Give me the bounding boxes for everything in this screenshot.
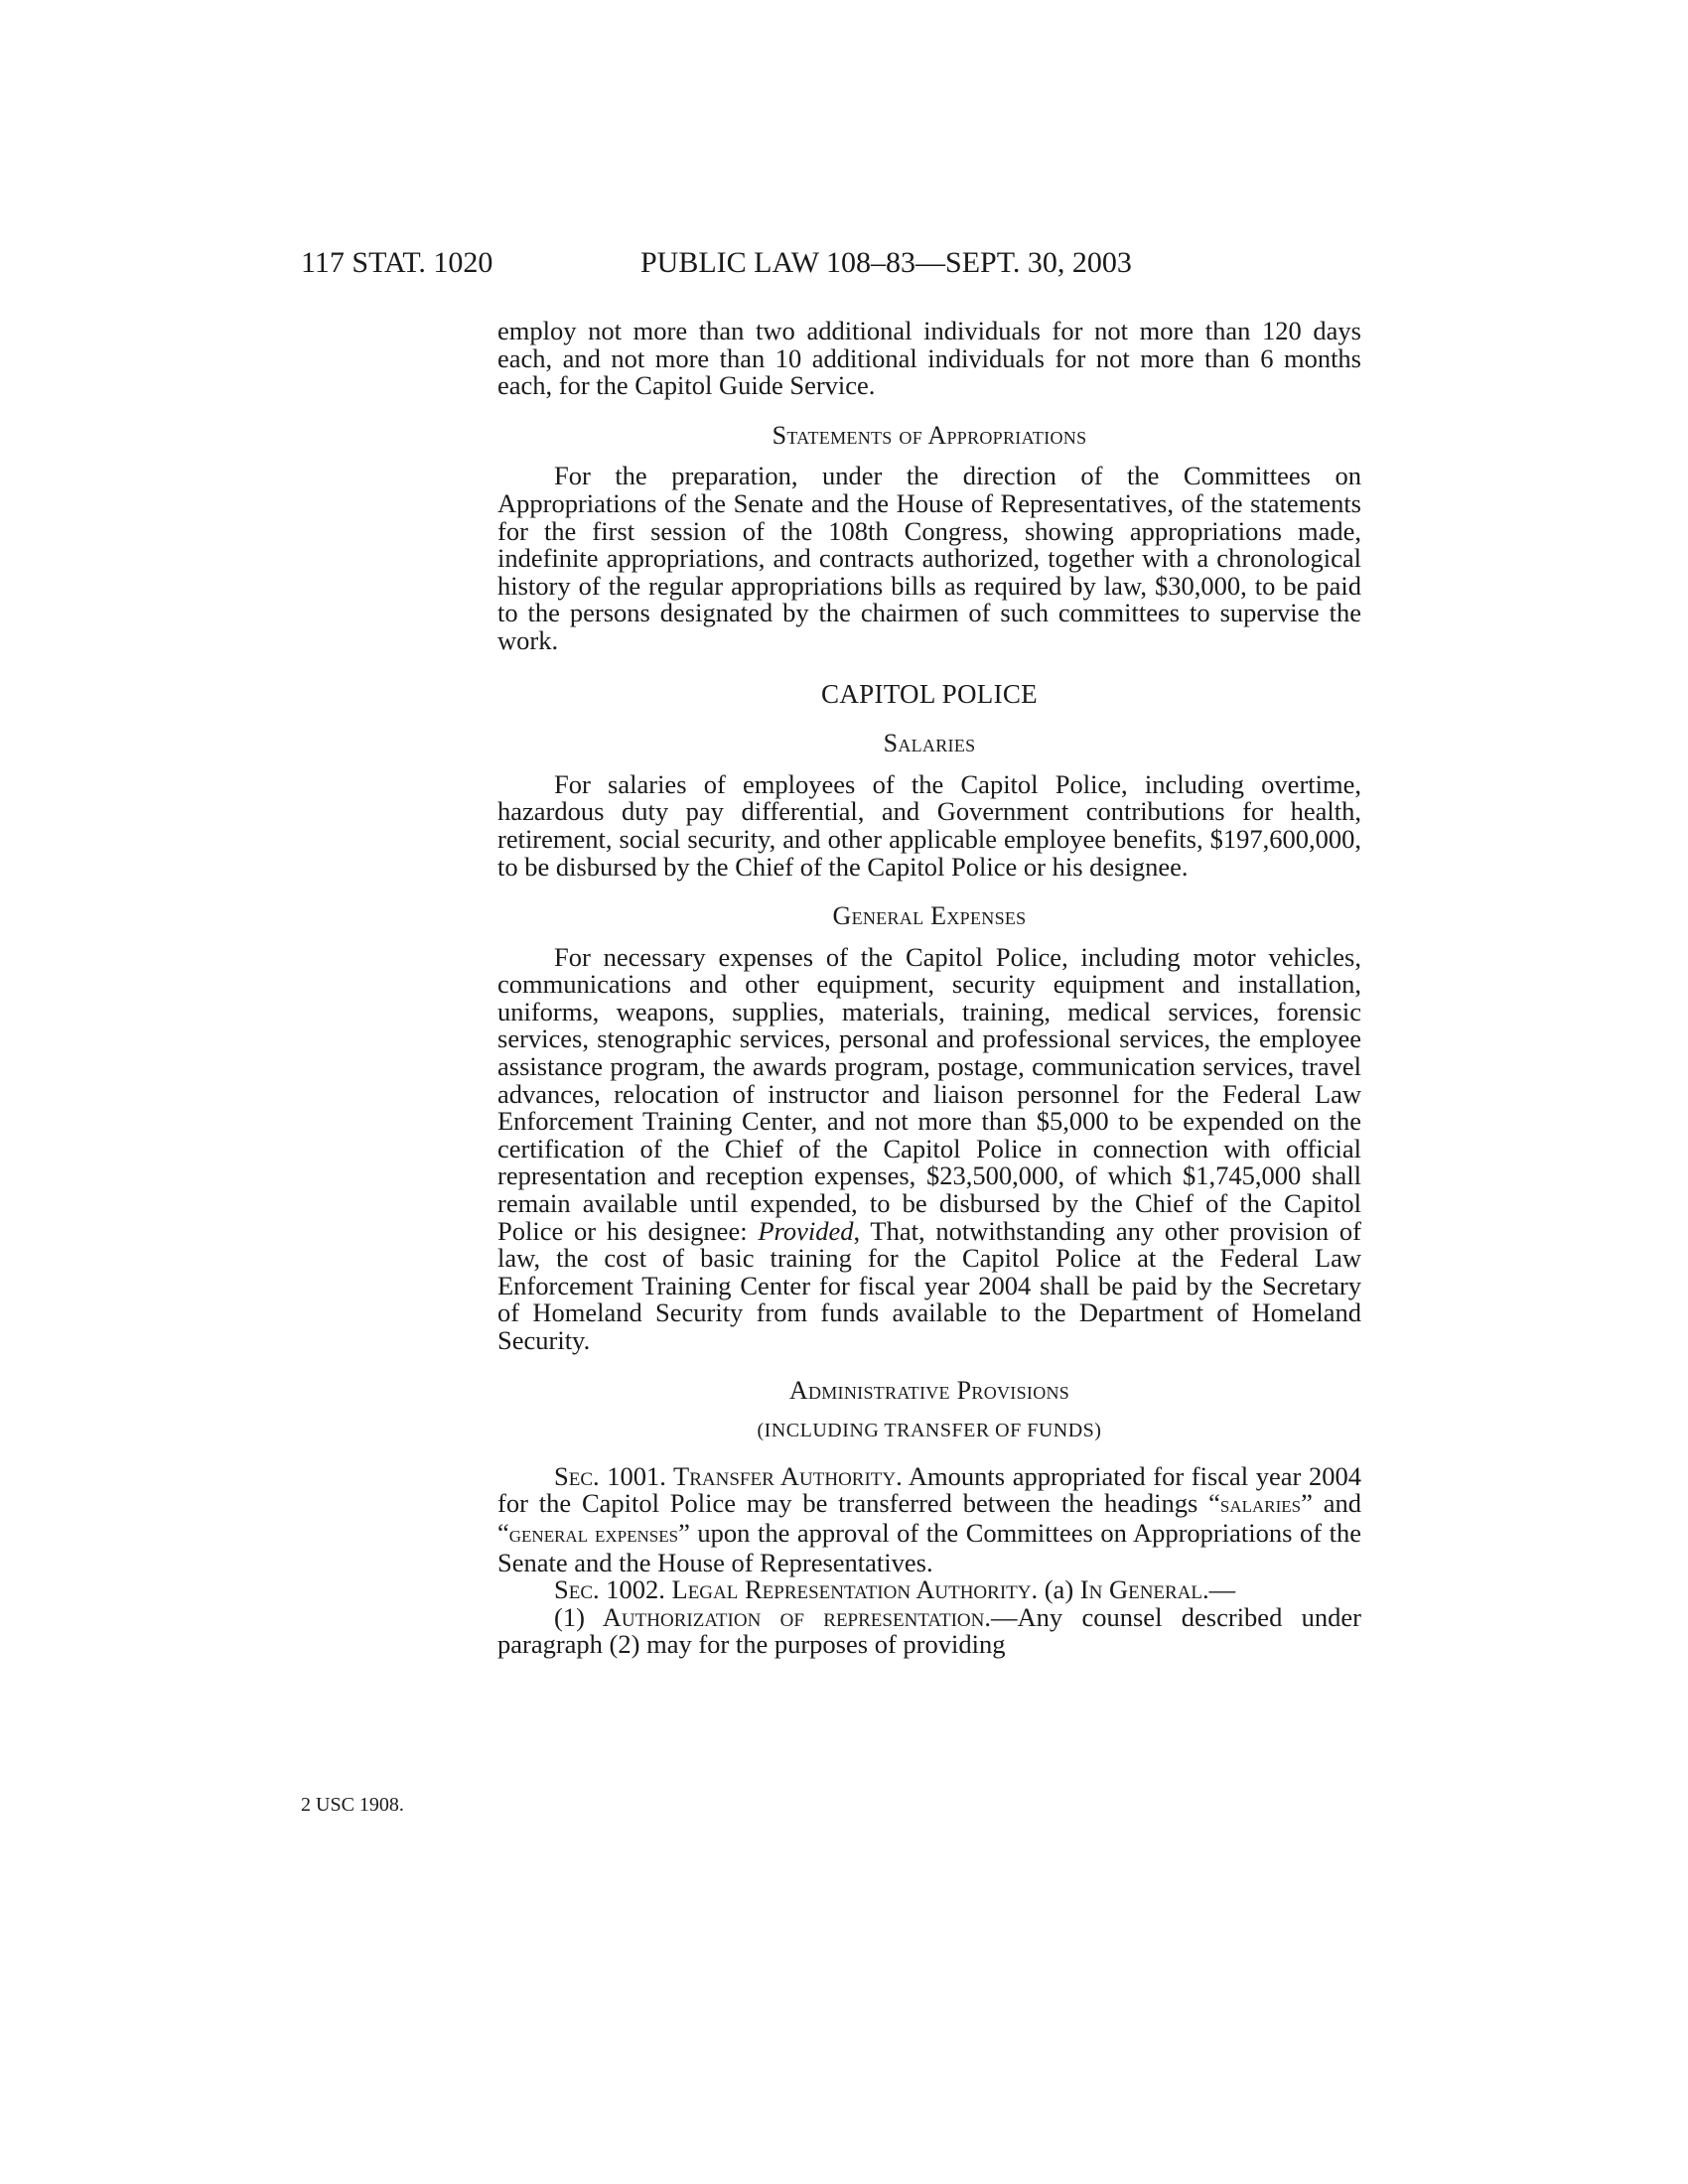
section-1001-text-b: ” and “ bbox=[497, 1488, 1361, 1548]
salaries-paragraph: For salaries of employees of the Capitol Police, including overtime, hazardous duty pay differential, and Government contributions for health, retirement, social security, and other applicable employee benefits, $197,600,000, to be disbursed by the Chief of the Capitol Police or his designee. bbox=[497, 768, 1361, 882]
running-head bbox=[0, 246, 1688, 286]
subparagraph-1 bbox=[441, 1601, 1361, 1660]
provided-term: Provided bbox=[758, 1215, 854, 1246]
heading-administrative-provisions: Administrative Provisions bbox=[788, 1375, 1070, 1405]
body-column bbox=[497, 318, 1361, 1659]
heading-capitol-police: CAPITOL POLICE bbox=[821, 678, 1038, 709]
section-1002-text-a: (a) bbox=[1038, 1574, 1080, 1605]
statements-paragraph: For the preparation, under the direction of the Committees on Appropriations of the Senate and the House of Representatives, of the statements for the first session of the 108th Congress, showing appropriations made, indefinite appropriations, and contracts authorized, together with a chronological history of the regular appropriations bills as required by law, $30,000, to be paid to the persons designated by the chairmen of such committees to supervise the work. bbox=[497, 461, 1361, 655]
section-1001-label: Sec. 1001. Transfer Authority. bbox=[554, 1460, 903, 1491]
in-general-label: In General bbox=[1079, 1574, 1203, 1605]
general-expenses-text-1: For necessary expenses of the Capitol Police, including motor vehicles, communications and other equipment, security equipment and installation, uniforms, weapons, supplies, materials, training, medical services, forensic services, stenographic services, personal and professional services, the employee assistance program, the awards program, postage, communication services, travel advances, relocation of instructor and liaison personnel for the Federal Law Enforcement Training Center, and not more than $5,000 to be expended on the certification of the Chief of the Capitol Police in connection with official representation and reception expenses, $23,500,000, of which $1,745,000 shall remain available until expended, to be disbursed by the Chief of the Capitol Police or his designee: bbox=[497, 941, 1361, 1246]
subparagraph-1-text: .—Any counsel described under paragraph (2) may for the purposes of providing bbox=[497, 1601, 1361, 1660]
section-1001-text-a: Amounts appropriated for fiscal year 2004 for the Capitol Police may be transferred between the headings “ bbox=[497, 1460, 1361, 1519]
general-expenses-text-2: , That, notwithstanding any other provision of law, the cost of basic training for the Capitol Police at the Federal Law Enforcement Training Center for fiscal year 2004 shall be paid by the Secretary of Homeland Security from funds available to the Department of Homeland Security. bbox=[497, 1215, 1362, 1355]
heading-ref-general-expenses: general expenses bbox=[508, 1521, 679, 1548]
stat-citation: 117 STAT. 1020 bbox=[301, 246, 493, 279]
general-expenses-paragraph bbox=[497, 941, 1362, 1355]
heading-general-expenses: General Expenses bbox=[832, 901, 1027, 931]
heading-ref-salaries: salaries bbox=[1219, 1492, 1302, 1519]
heading-including-transfer: (INCLUDING TRANSFER OF FUNDS) bbox=[757, 1420, 1102, 1442]
section-1001 bbox=[497, 1460, 1361, 1577]
law-title: PUBLIC LAW 108–83—SEPT. 30, 2003 bbox=[640, 246, 1132, 279]
intro-paragraph: employ not more than two additional individuals for not more than 120 days each, and not more than 10 additional individuals for not more than 6 months each, for the Capitol Guide Service. bbox=[497, 316, 1361, 401]
margin-note: 2 USC 1908. bbox=[301, 1794, 404, 1816]
subparagraph-1-label: (1) Authorization of representation bbox=[554, 1601, 985, 1632]
section-1001-text-c: ” upon the approval of the Committees on Appropriations of the Senate and the House of Representatives. bbox=[497, 1517, 1361, 1577]
heading-statements: Statements of Appropriations bbox=[772, 420, 1087, 450]
heading-salaries: Salaries bbox=[883, 729, 976, 758]
section-1002-dash: .— bbox=[1202, 1574, 1236, 1605]
section-1002 bbox=[497, 1576, 1361, 1604]
section-1002-label: Sec. 1002. Legal Representation Authority. bbox=[554, 1574, 1039, 1605]
